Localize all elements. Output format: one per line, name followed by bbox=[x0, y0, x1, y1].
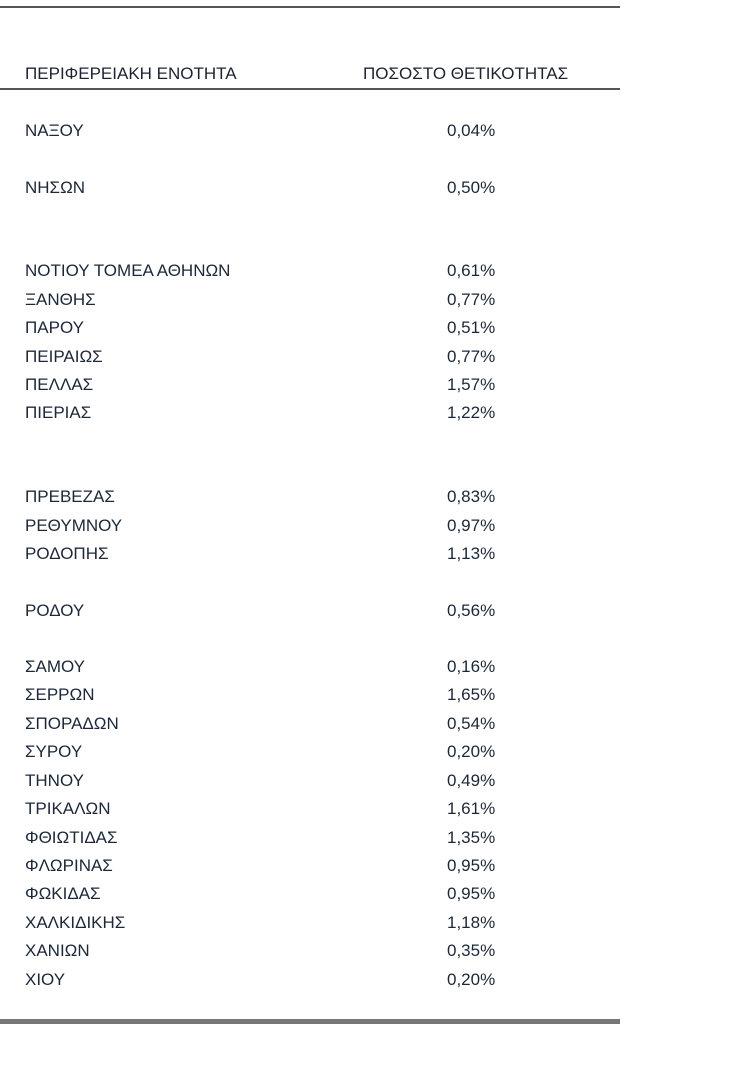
table-row bbox=[0, 119, 620, 143]
table-row bbox=[0, 797, 620, 821]
region-name: ΞΑΝΘΗΣ bbox=[25, 290, 96, 309]
table-row bbox=[0, 485, 620, 509]
positivity-rate: 1,35% bbox=[447, 828, 496, 847]
positivity-rate: 0,95% bbox=[447, 884, 496, 903]
table-row bbox=[0, 854, 620, 878]
region-name: ΤΗΝΟΥ bbox=[25, 771, 84, 790]
positivity-rate: 0,04% bbox=[447, 121, 496, 140]
table-row bbox=[0, 712, 620, 736]
table-row bbox=[0, 373, 620, 397]
table-row bbox=[0, 882, 620, 906]
region-name: ΧΙΟΥ bbox=[25, 970, 66, 989]
header-positivity-rate: ΠΟΣΟΣΤΟ ΘΕΤΙΚΟΤΗΤΑΣ bbox=[363, 64, 569, 83]
positivity-rate: 1,22% bbox=[447, 403, 496, 422]
region-name: ΤΡΙΚΑΛΩΝ bbox=[25, 799, 111, 818]
header-region: ΠΕΡΙΦΕΡΕΙΑΚΗ ΕΝΟΤΗΤΑ bbox=[25, 64, 237, 83]
positivity-rate: 0,16% bbox=[447, 657, 496, 676]
region-name: ΠΑΡΟΥ bbox=[25, 318, 84, 337]
positivity-rate: 0,77% bbox=[447, 347, 496, 366]
table-row bbox=[0, 259, 620, 283]
region-name: ΧΑΝΙΩΝ bbox=[25, 941, 90, 960]
table-row bbox=[0, 740, 620, 764]
positivity-rate: 0,20% bbox=[447, 742, 496, 761]
table-row bbox=[0, 769, 620, 793]
positivity-rate: 1,57% bbox=[447, 375, 496, 394]
positivity-rate: 0,50% bbox=[447, 178, 496, 197]
table-row bbox=[0, 316, 620, 340]
region-name: ΠΡΕΒΕΖΑΣ bbox=[25, 487, 115, 506]
region-name: ΦΩΚΙΔΑΣ bbox=[25, 884, 101, 903]
region-name: ΣΥΡΟΥ bbox=[25, 742, 83, 761]
table-row bbox=[0, 176, 620, 200]
table-row bbox=[0, 683, 620, 707]
positivity-rate: 0,77% bbox=[447, 290, 496, 309]
positivity-rate: 1,18% bbox=[447, 913, 496, 932]
bottom-rule bbox=[0, 1019, 620, 1024]
region-name: ΝΗΣΩΝ bbox=[25, 178, 86, 197]
table-row bbox=[0, 939, 620, 963]
positivity-rate: 0,56% bbox=[447, 601, 496, 620]
region-name: ΠΕΛΛΑΣ bbox=[25, 375, 94, 394]
table-row bbox=[0, 288, 620, 312]
region-name: ΠΙΕΡΙΑΣ bbox=[25, 403, 92, 422]
positivity-rate: 1,65% bbox=[447, 685, 496, 704]
region-name: ΝΑΞΟΥ bbox=[25, 121, 84, 140]
region-name: ΦΛΩΡΙΝΑΣ bbox=[25, 856, 113, 875]
table-row bbox=[0, 655, 620, 679]
table-row bbox=[0, 599, 620, 623]
table-row bbox=[0, 542, 620, 566]
region-name: ΦΘΙΩΤΙΔΑΣ bbox=[25, 828, 118, 847]
region-name: ΧΑΛΚΙΔΙΚΗΣ bbox=[25, 913, 126, 932]
region-name: ΡΟΔΟΠΗΣ bbox=[25, 544, 109, 563]
positivity-rate: 1,13% bbox=[447, 544, 496, 563]
region-name: ΣΠΟΡΑΔΩΝ bbox=[25, 714, 119, 733]
positivity-rate: 0,95% bbox=[447, 856, 496, 875]
positivity-rate: 0,54% bbox=[447, 714, 496, 733]
region-name: ΠΕΙΡΑΙΩΣ bbox=[25, 347, 103, 366]
positivity-rate: 0,83% bbox=[447, 487, 496, 506]
table-row bbox=[0, 911, 620, 935]
region-name: ΡΟΔΟΥ bbox=[25, 601, 85, 620]
positivity-rate: 0,51% bbox=[447, 318, 496, 337]
positivity-rate: 0,20% bbox=[447, 970, 496, 989]
positivity-rate: 0,35% bbox=[447, 941, 496, 960]
table-row bbox=[0, 514, 620, 538]
table-row bbox=[0, 345, 620, 369]
region-name: ΣΕΡΡΩΝ bbox=[25, 685, 95, 704]
positivity-rate: 0,49% bbox=[447, 771, 496, 790]
positivity-rate: 0,97% bbox=[447, 516, 496, 535]
positivity-rate: 0,61% bbox=[447, 261, 496, 280]
region-name: ΝΟΤΙΟΥ ΤΟΜΕΑ ΑΘΗΝΩΝ bbox=[25, 261, 231, 280]
table-row bbox=[0, 826, 620, 850]
positivity-rate: 1,61% bbox=[447, 799, 496, 818]
region-name: ΡΕΘΥΜΝΟΥ bbox=[25, 516, 123, 535]
table-row bbox=[0, 401, 620, 425]
table-row bbox=[0, 968, 620, 992]
region-name: ΣΑΜΟΥ bbox=[25, 657, 86, 676]
